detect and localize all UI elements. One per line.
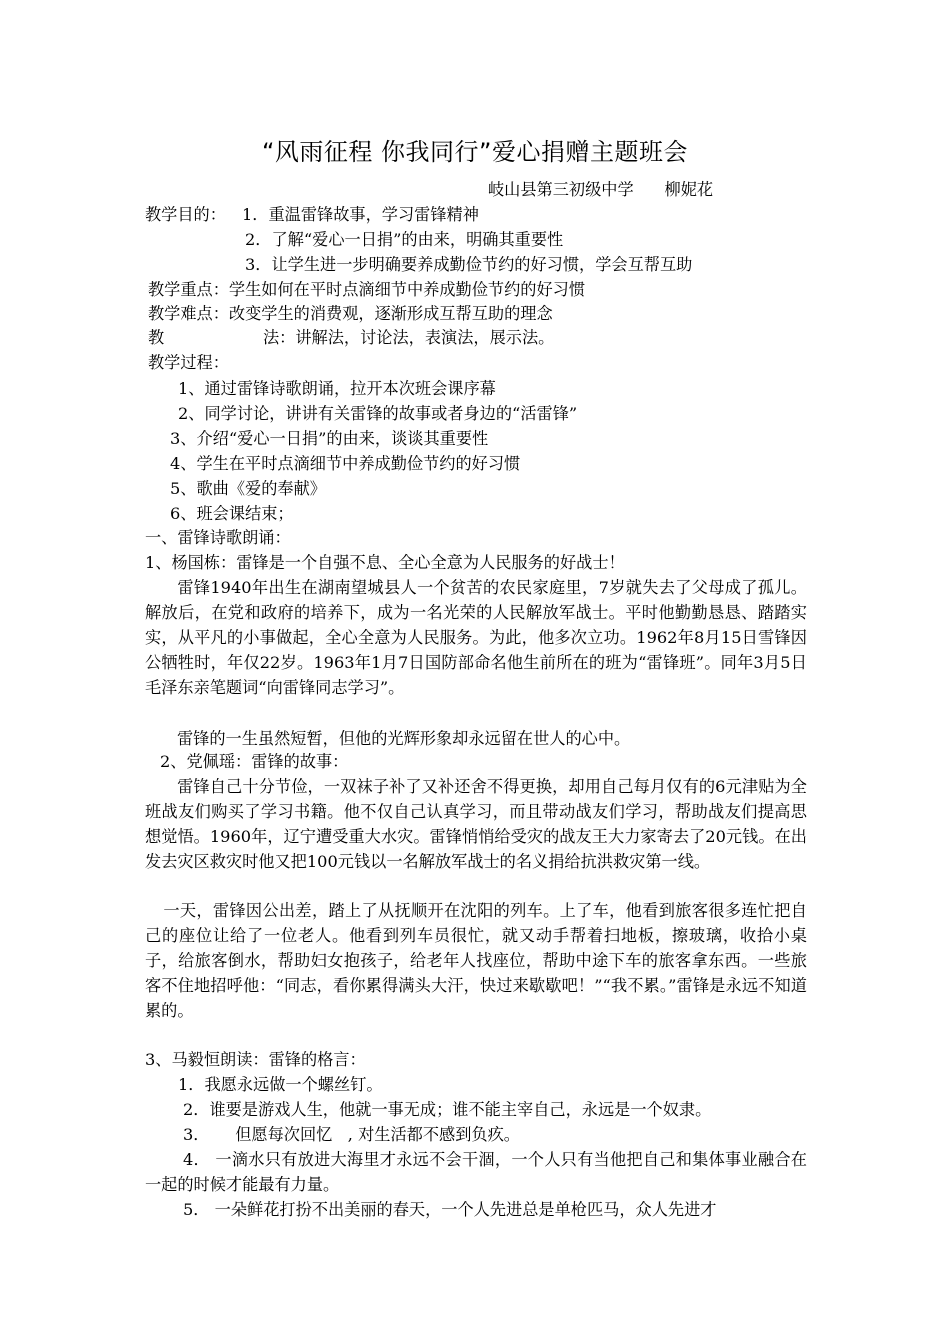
goal-item: 3．让学生进一步明确要养成勤俭节约的好习惯，学会互帮互助 xyxy=(245,255,693,274)
section-item: 2、党佩瑶：雷锋的故事： xyxy=(160,752,349,771)
key-point: 教学重点：学生如何在平时点滴细节中养成勤俭节约的好习惯 xyxy=(148,280,586,299)
section-item: 1、杨国栋：雷锋是一个自强不息、全心全意为人民服务的好战士！ xyxy=(145,553,625,572)
story-paragraph: 雷锋的一生虽然短暂，但他的光辉形象却永远留在世人的心中。 xyxy=(177,729,631,748)
process-step: 4、学生在平时点滴细节中养成勤俭节约的好习惯 xyxy=(170,454,521,473)
process-step: 1、通过雷锋诗歌朗诵，拉开本次班会课序幕 xyxy=(178,379,496,398)
author-line: 岐山县第三初级中学 柳妮花 xyxy=(488,180,714,199)
goal-label: 教学目的： xyxy=(145,205,226,224)
motto-item: 2．谁要是游戏人生，他就一事无成；谁不能主宰自己，永远是一个奴隶。 xyxy=(183,1100,712,1119)
process-step: 3、介绍“爱心一日捐”的由来，谈谈其重要性 xyxy=(170,429,489,448)
difficulty: 教学难点：改变学生的消费观，逐渐形成互帮互助的理念 xyxy=(148,304,553,323)
motto-item: 3． 但愿每次回忆 , 对生活都不感到负疚。 xyxy=(183,1125,520,1144)
motto-item: 1．我愿永远做一个螺丝钉。 xyxy=(178,1075,383,1094)
motto-item: 4． 一滴水只有放进大海里才永远不会干涸，一个人只有当他把自己和集体事业融合在一起的时候才能最有力量。 xyxy=(145,1150,807,1194)
story-paragraph: 一天，雷锋因公出差，踏上了从抚顺开在沈阳的列车。上了车，他看到旅客很多连忙把自己的座位让给了一位老人。他看到列车员很忙，就又动手帮着扫地板，擦玻璃，收拾小桌子，给旅客倒水，帮助妇女抱孩子，给老年人找座位，帮助中途下车的旅客拿东西。一些旅客不住地招呼他：“同志，看你累得满头大汗，快过来歇歇吧！”“我不累。”雷锋是永远不知道累的。 xyxy=(145,901,807,1020)
document-title: “风雨征程 你我同行”爱心捐赠主题班会 xyxy=(262,138,688,166)
section-heading: 一、雷锋诗歌朗诵： xyxy=(145,528,291,547)
process-label: 教学过程： xyxy=(148,353,229,372)
story-paragraph: 雷锋自己十分节俭，一双袜子补了又补还舍不得更换，却用自己每月仅有的6元津贴为全班战友们购买了学习书籍。他不仅自己认真学习，而且带动战友们学习，帮助战友们提高思想觉悟。1960年，辽宁遭受重大水灾。雷锋悄悄给受灾的战友王大力家寄去了20元钱。在出发去灾区救灾时他又把100元钱以一名解放军战士的名义捐给抗洪救灾第一线。 xyxy=(145,777,807,871)
process-step: 2、同学讨论，讲讲有关雷锋的故事或者身边的“活雷锋” xyxy=(178,404,578,423)
motto-item: 5． 一朵鲜花打扮不出美丽的春天，一个人先进总是单枪匹马，众人先进才 xyxy=(183,1200,717,1219)
method-label: 教 xyxy=(148,328,165,347)
method-text: 法：讲解法，讨论法，表演法，展示法。 xyxy=(263,328,555,347)
goal-item: 1．重温雷锋故事，学习雷锋精神 xyxy=(242,205,479,224)
story-paragraph: 雷锋1940年出生在湖南望城县人一个贫苦的农民家庭里，7岁就失去了父母成了孤儿。解放后，在党和政府的培养下，成为一名光荣的人民解放军战士。平时他勤勤恳恳、踏踏实实，从平凡的小事做起，全心全意为人民服务。为此，他多次立功。1962年8月15日雪锋因公牺牲时，年仅22岁。1963年1月7日国防部命名他生前所在的班为“雷锋班”。同年3月5日毛泽东亲笔题词“向雷锋同志学习”。 xyxy=(145,578,807,697)
goal-item: 2．了解“爱心一日捐”的由来，明确其重要性 xyxy=(245,230,564,249)
section-item: 3、马毅恒朗读：雷锋的格言： xyxy=(145,1050,366,1069)
process-step: 5、歌曲《爱的奉献》 xyxy=(170,479,326,498)
process-step: 6、班会课结束； xyxy=(170,504,294,523)
